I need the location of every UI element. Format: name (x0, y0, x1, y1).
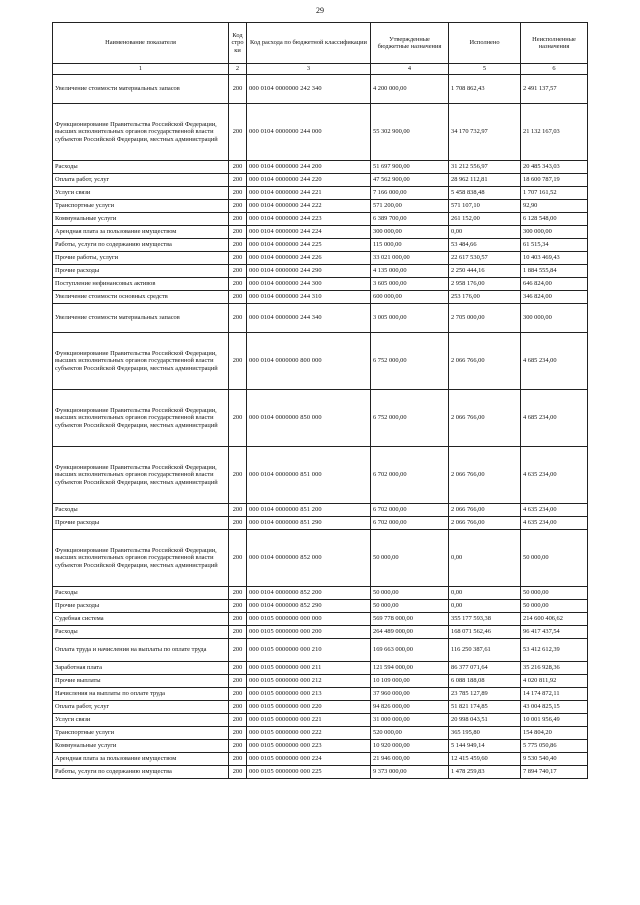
row-executed-amount: 1 478 259,83 (449, 766, 521, 779)
table-row (53, 333, 588, 390)
row-classification-code: 000 0104 0000000 244 226 (247, 252, 371, 265)
row-classification-code: 000 0104 0000000 851 200 (247, 504, 371, 517)
row-executed-amount: 53 484,66 (449, 239, 521, 252)
row-approved-amount: 6 389 700,00 (371, 213, 449, 226)
row-code: 200 (229, 626, 247, 639)
table-row (53, 613, 588, 626)
row-code: 200 (229, 187, 247, 200)
row-name: Коммунальные услуги (53, 213, 229, 226)
row-classification-code: 000 0105 0000000 000 224 (247, 753, 371, 766)
row-name: Расходы (53, 161, 229, 174)
row-approved-amount: 571 200,00 (371, 200, 449, 213)
table-row (53, 587, 588, 600)
row-code: 200 (229, 252, 247, 265)
budget-execution-table (52, 22, 588, 779)
row-executed-amount: 116 250 387,61 (449, 639, 521, 662)
row-name: Функционирование Правительства Российской Федерации, высших исполнительных органов государственной власти субъектов Российской Федерации, местных администраций (53, 104, 229, 161)
row-classification-code: 000 0104 0000000 244 200 (247, 161, 371, 174)
row-classification-code: 000 0104 0000000 244 225 (247, 239, 371, 252)
row-approved-amount: 6 702 000,00 (371, 504, 449, 517)
row-code: 200 (229, 226, 247, 239)
table-row (53, 688, 588, 701)
row-approved-amount: 7 166 000,00 (371, 187, 449, 200)
row-classification-code: 000 0104 0000000 800 000 (247, 333, 371, 390)
row-unexecuted-amount: 50 000,00 (521, 600, 588, 613)
row-code: 200 (229, 530, 247, 587)
row-code: 200 (229, 291, 247, 304)
row-unexecuted-amount: 646 824,00 (521, 278, 588, 291)
row-name: Коммунальные услуги (53, 740, 229, 753)
row-unexecuted-amount: 14 174 872,11 (521, 688, 588, 701)
row-unexecuted-amount: 61 515,34 (521, 239, 588, 252)
row-executed-amount: 1 708 862,43 (449, 75, 521, 104)
row-unexecuted-amount: 4 685 234,00 (521, 390, 588, 447)
column-number: 1 (53, 64, 229, 75)
row-unexecuted-amount: 50 000,00 (521, 587, 588, 600)
row-executed-amount: 22 617 530,57 (449, 252, 521, 265)
row-executed-amount: 365 195,80 (449, 727, 521, 740)
row-name: Услуги связи (53, 714, 229, 727)
row-name: Расходы (53, 587, 229, 600)
column-number: 6 (521, 64, 588, 75)
row-unexecuted-amount: 1 884 555,84 (521, 265, 588, 278)
table-row (53, 727, 588, 740)
page-number: 29 (316, 6, 324, 15)
row-executed-amount: 2 250 444,16 (449, 265, 521, 278)
table-row (53, 187, 588, 200)
row-executed-amount: 31 212 556,97 (449, 161, 521, 174)
header-row (53, 23, 588, 64)
row-code: 200 (229, 200, 247, 213)
row-unexecuted-amount: 4 635 234,00 (521, 504, 588, 517)
header-name: Наименование показателя (53, 23, 229, 64)
row-name: Работы, услуги по содержанию имущества (53, 766, 229, 779)
row-code: 200 (229, 753, 247, 766)
header-code: Код стро ки (229, 23, 247, 64)
row-code: 200 (229, 278, 247, 291)
row-name: Поступление нефинансовых активов (53, 278, 229, 291)
table-row (53, 174, 588, 187)
row-approved-amount: 6 702 000,00 (371, 447, 449, 504)
row-code: 200 (229, 174, 247, 187)
row-executed-amount: 2 958 176,00 (449, 278, 521, 291)
row-approved-amount: 51 697 900,00 (371, 161, 449, 174)
row-name: Расходы (53, 504, 229, 517)
row-name: Увеличение стоимости материальных запасов (53, 75, 229, 104)
row-code: 200 (229, 701, 247, 714)
row-classification-code: 000 0104 0000000 851 290 (247, 517, 371, 530)
row-code: 200 (229, 517, 247, 530)
row-code: 200 (229, 675, 247, 688)
row-unexecuted-amount: 35 216 928,36 (521, 662, 588, 675)
row-approved-amount: 4 200 000,00 (371, 75, 449, 104)
column-number: 5 (449, 64, 521, 75)
row-unexecuted-amount: 18 600 787,19 (521, 174, 588, 187)
row-name: Арендная плата за пользование имуществом (53, 226, 229, 239)
row-approved-amount: 121 594 000,00 (371, 662, 449, 675)
row-code: 200 (229, 639, 247, 662)
row-code: 200 (229, 390, 247, 447)
row-name: Заработная плата (53, 662, 229, 675)
row-name: Прочие расходы (53, 600, 229, 613)
table-row (53, 701, 588, 714)
row-name: Прочие расходы (53, 517, 229, 530)
row-executed-amount: 34 170 732,97 (449, 104, 521, 161)
table-row (53, 600, 588, 613)
row-classification-code: 000 0105 0000000 000 210 (247, 639, 371, 662)
row-classification-code: 000 0105 0000000 000 213 (247, 688, 371, 701)
row-approved-amount: 6 752 000,00 (371, 333, 449, 390)
row-code: 200 (229, 688, 247, 701)
row-classification-code: 000 0104 0000000 244 300 (247, 278, 371, 291)
table-row (53, 447, 588, 504)
row-name: Работы, услуги по содержанию имущества (53, 239, 229, 252)
row-approved-amount: 50 000,00 (371, 600, 449, 613)
row-unexecuted-amount: 300 000,00 (521, 304, 588, 333)
table-row (53, 714, 588, 727)
row-executed-amount: 253 176,00 (449, 291, 521, 304)
table-row (53, 517, 588, 530)
row-classification-code: 000 0105 0000000 000 221 (247, 714, 371, 727)
row-approved-amount: 600 000,00 (371, 291, 449, 304)
row-name: Оплата работ, услуг (53, 701, 229, 714)
row-classification-code: 000 0104 0000000 244 222 (247, 200, 371, 213)
table-row (53, 104, 588, 161)
table-row (53, 278, 588, 291)
row-approved-amount: 37 960 000,00 (371, 688, 449, 701)
row-classification-code: 000 0104 0000000 244 290 (247, 265, 371, 278)
row-executed-amount: 2 066 766,00 (449, 333, 521, 390)
row-approved-amount: 47 562 900,00 (371, 174, 449, 187)
row-classification-code: 000 0104 0000000 244 224 (247, 226, 371, 239)
table-row (53, 675, 588, 688)
table-row (53, 161, 588, 174)
row-name: Оплата работ, услуг (53, 174, 229, 187)
row-executed-amount: 0,00 (449, 587, 521, 600)
row-unexecuted-amount: 154 804,20 (521, 727, 588, 740)
row-classification-code: 000 0104 0000000 244 340 (247, 304, 371, 333)
row-executed-amount: 6 088 188,08 (449, 675, 521, 688)
row-code: 200 (229, 504, 247, 517)
table-row (53, 740, 588, 753)
row-code: 200 (229, 727, 247, 740)
row-classification-code: 000 0104 0000000 244 220 (247, 174, 371, 187)
row-approved-amount: 569 778 000,00 (371, 613, 449, 626)
header-classification: Код расхода по бюджетной классификации (247, 23, 371, 64)
row-executed-amount: 261 152,00 (449, 213, 521, 226)
table-row (53, 390, 588, 447)
row-classification-code: 000 0104 0000000 850 000 (247, 390, 371, 447)
row-unexecuted-amount: 4 020 811,92 (521, 675, 588, 688)
row-code: 200 (229, 75, 247, 104)
row-unexecuted-amount: 5 775 050,86 (521, 740, 588, 753)
row-executed-amount: 23 785 127,89 (449, 688, 521, 701)
row-code: 200 (229, 265, 247, 278)
row-name: Прочие работы, услуги (53, 252, 229, 265)
column-number-row (53, 64, 588, 75)
row-code: 200 (229, 447, 247, 504)
table-row (53, 239, 588, 252)
row-name: Начисления на выплаты по оплате труда (53, 688, 229, 701)
row-approved-amount: 4 135 000,00 (371, 265, 449, 278)
row-approved-amount: 520 000,00 (371, 727, 449, 740)
row-approved-amount: 6 752 000,00 (371, 390, 449, 447)
row-approved-amount: 169 663 000,00 (371, 639, 449, 662)
row-code: 200 (229, 600, 247, 613)
row-executed-amount: 5 144 949,14 (449, 740, 521, 753)
table-row (53, 662, 588, 675)
row-name: Судебная система (53, 613, 229, 626)
header-unexecuted: Неисполненные назначения (521, 23, 588, 64)
row-code: 200 (229, 333, 247, 390)
row-code: 200 (229, 766, 247, 779)
row-unexecuted-amount: 50 000,00 (521, 530, 588, 587)
row-name: Расходы (53, 626, 229, 639)
row-name: Увеличение стоимости материальных запасов (53, 304, 229, 333)
row-classification-code: 000 0105 0000000 000 212 (247, 675, 371, 688)
table-row (53, 639, 588, 662)
row-name: Прочие выплаты (53, 675, 229, 688)
header-executed: Исполнено (449, 23, 521, 64)
row-unexecuted-amount: 96 417 437,54 (521, 626, 588, 639)
row-classification-code: 000 0105 0000000 000 000 (247, 613, 371, 626)
table-row (53, 753, 588, 766)
table-row (53, 265, 588, 278)
table-row (53, 213, 588, 226)
row-unexecuted-amount: 92,90 (521, 200, 588, 213)
table-row (53, 75, 588, 104)
table-row (53, 626, 588, 639)
table-row (53, 252, 588, 265)
row-executed-amount: 28 962 112,81 (449, 174, 521, 187)
row-executed-amount: 571 107,10 (449, 200, 521, 213)
column-number: 4 (371, 64, 449, 75)
row-name: Оплата труда и начисления на выплаты по оплате труда (53, 639, 229, 662)
header-approved: Утвержденные бюджетные назначения (371, 23, 449, 64)
row-code: 200 (229, 740, 247, 753)
row-approved-amount: 31 000 000,00 (371, 714, 449, 727)
row-approved-amount: 9 373 000,00 (371, 766, 449, 779)
row-classification-code: 000 0104 0000000 852 290 (247, 600, 371, 613)
row-approved-amount: 21 946 000,00 (371, 753, 449, 766)
row-unexecuted-amount: 4 635 234,00 (521, 447, 588, 504)
row-approved-amount: 115 000,00 (371, 239, 449, 252)
row-approved-amount: 300 000,00 (371, 226, 449, 239)
row-unexecuted-amount: 2 491 137,57 (521, 75, 588, 104)
table-row (53, 200, 588, 213)
row-approved-amount: 94 826 000,00 (371, 701, 449, 714)
row-name: Услуги связи (53, 187, 229, 200)
row-approved-amount: 264 489 000,00 (371, 626, 449, 639)
table-row (53, 226, 588, 239)
row-name: Транспортные услуги (53, 727, 229, 740)
row-executed-amount: 20 998 043,51 (449, 714, 521, 727)
row-classification-code: 000 0105 0000000 000 211 (247, 662, 371, 675)
table-row (53, 291, 588, 304)
row-approved-amount: 3 005 000,00 (371, 304, 449, 333)
row-classification-code: 000 0104 0000000 244 000 (247, 104, 371, 161)
row-unexecuted-amount: 4 685 234,00 (521, 333, 588, 390)
row-approved-amount: 6 702 000,00 (371, 517, 449, 530)
row-classification-code: 000 0104 0000000 244 310 (247, 291, 371, 304)
row-code: 200 (229, 104, 247, 161)
row-executed-amount: 86 377 071,64 (449, 662, 521, 675)
row-executed-amount: 355 177 593,38 (449, 613, 521, 626)
table-row (53, 530, 588, 587)
row-unexecuted-amount: 1 707 161,52 (521, 187, 588, 200)
row-unexecuted-amount: 20 485 343,03 (521, 161, 588, 174)
row-executed-amount: 2 066 766,00 (449, 517, 521, 530)
row-approved-amount: 10 109 000,00 (371, 675, 449, 688)
row-name: Увеличение стоимости основных средств (53, 291, 229, 304)
row-classification-code: 000 0104 0000000 244 223 (247, 213, 371, 226)
row-executed-amount: 2 066 766,00 (449, 390, 521, 447)
row-approved-amount: 50 000,00 (371, 530, 449, 587)
row-approved-amount: 50 000,00 (371, 587, 449, 600)
row-unexecuted-amount: 214 600 406,62 (521, 613, 588, 626)
row-classification-code: 000 0105 0000000 000 200 (247, 626, 371, 639)
row-classification-code: 000 0104 0000000 242 340 (247, 75, 371, 104)
row-executed-amount: 12 415 459,60 (449, 753, 521, 766)
row-executed-amount: 0,00 (449, 600, 521, 613)
row-classification-code: 000 0105 0000000 000 220 (247, 701, 371, 714)
row-code: 200 (229, 304, 247, 333)
row-unexecuted-amount: 9 530 540,40 (521, 753, 588, 766)
table-row (53, 766, 588, 779)
row-name: Транспортные услуги (53, 200, 229, 213)
row-classification-code: 000 0105 0000000 000 223 (247, 740, 371, 753)
row-name: Прочие расходы (53, 265, 229, 278)
row-name: Функционирование Правительства Российской Федерации, высших исполнительных органов государственной власти субъектов Российской Федерации, местных администраций (53, 390, 229, 447)
row-code: 200 (229, 587, 247, 600)
row-executed-amount: 2 705 000,00 (449, 304, 521, 333)
table-row (53, 504, 588, 517)
row-code: 200 (229, 213, 247, 226)
row-name: Функционирование Правительства Российской Федерации, высших исполнительных органов государственной власти субъектов Российской Федерации, местных администраций (53, 447, 229, 504)
row-unexecuted-amount: 10 403 469,43 (521, 252, 588, 265)
row-unexecuted-amount: 21 132 167,03 (521, 104, 588, 161)
row-code: 200 (229, 613, 247, 626)
row-approved-amount: 3 605 000,00 (371, 278, 449, 291)
row-classification-code: 000 0104 0000000 244 221 (247, 187, 371, 200)
row-classification-code: 000 0105 0000000 000 225 (247, 766, 371, 779)
row-name: Арендная плата за пользование имуществом (53, 753, 229, 766)
row-executed-amount: 2 066 766,00 (449, 504, 521, 517)
row-name: Функционирование Правительства Российской Федерации, высших исполнительных органов государственной власти субъектов Российской Федерации, местных администраций (53, 530, 229, 587)
row-classification-code: 000 0104 0000000 852 000 (247, 530, 371, 587)
row-unexecuted-amount: 53 412 612,39 (521, 639, 588, 662)
row-unexecuted-amount: 43 004 825,15 (521, 701, 588, 714)
row-unexecuted-amount: 346 824,00 (521, 291, 588, 304)
row-approved-amount: 33 021 000,00 (371, 252, 449, 265)
row-code: 200 (229, 714, 247, 727)
row-unexecuted-amount: 10 001 956,49 (521, 714, 588, 727)
row-executed-amount: 168 071 562,46 (449, 626, 521, 639)
row-code: 200 (229, 161, 247, 174)
row-approved-amount: 10 920 000,00 (371, 740, 449, 753)
row-approved-amount: 55 302 900,00 (371, 104, 449, 161)
row-unexecuted-amount: 7 894 740,17 (521, 766, 588, 779)
row-classification-code: 000 0104 0000000 852 200 (247, 587, 371, 600)
column-number: 3 (247, 64, 371, 75)
row-unexecuted-amount: 300 000,00 (521, 226, 588, 239)
row-classification-code: 000 0104 0000000 851 000 (247, 447, 371, 504)
row-executed-amount: 0,00 (449, 530, 521, 587)
table-body (53, 75, 588, 779)
row-code: 200 (229, 662, 247, 675)
column-number: 2 (229, 64, 247, 75)
row-unexecuted-amount: 4 635 234,00 (521, 517, 588, 530)
row-executed-amount: 51 821 174,85 (449, 701, 521, 714)
row-name: Функционирование Правительства Российской Федерации, высших исполнительных органов государственной власти субъектов Российской Федерации, местных администраций (53, 333, 229, 390)
row-executed-amount: 0,00 (449, 226, 521, 239)
row-executed-amount: 2 066 766,00 (449, 447, 521, 504)
row-executed-amount: 5 458 838,48 (449, 187, 521, 200)
row-unexecuted-amount: 6 128 548,00 (521, 213, 588, 226)
table-row (53, 304, 588, 333)
row-classification-code: 000 0105 0000000 000 222 (247, 727, 371, 740)
row-code: 200 (229, 239, 247, 252)
